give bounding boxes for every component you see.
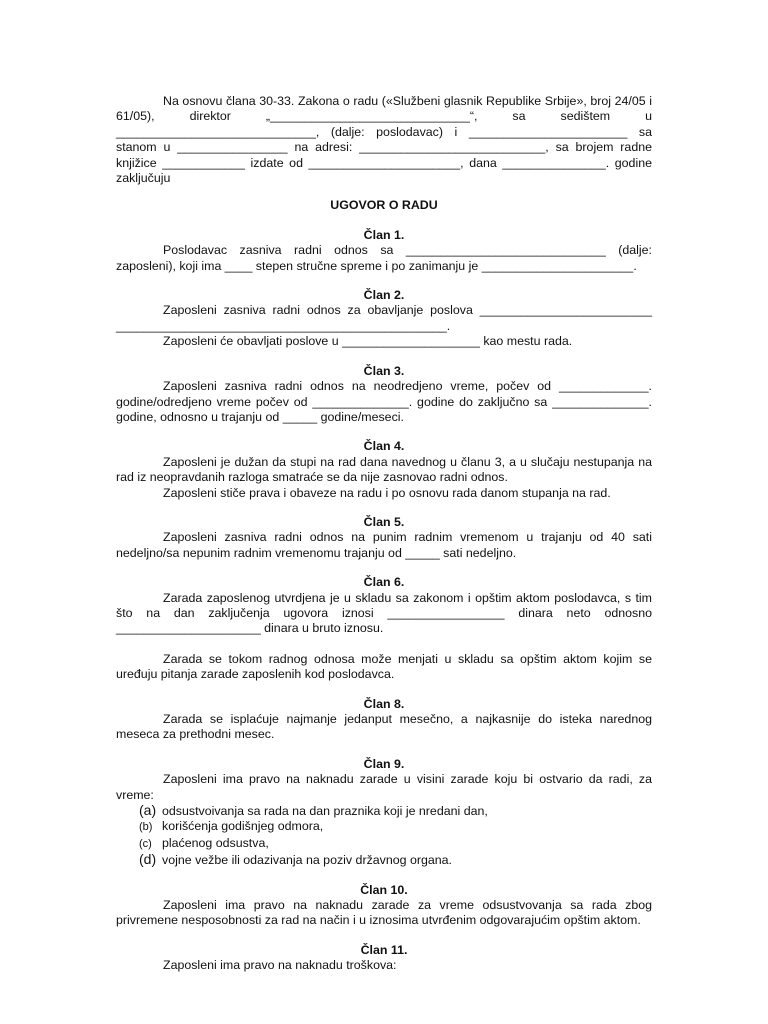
article-heading: Član 11. [360, 942, 408, 957]
article-4 [116, 439, 652, 501]
list-marker: (d) [139, 851, 157, 868]
list-item-text: plaćenog odsustva, [162, 835, 269, 850]
article-heading: Član 9. [363, 756, 405, 771]
article-paragraph: Zaposleni ima pravo na naknadu zarade za vreme odsustvovanja sa rada zbog privremene nesposobnosti za rad na način i u iznosima utvrđenim odgovarajućim opštim aktom. [116, 898, 652, 928]
article-paragraph: Zarada se tokom radnog odnosa može menjati u skladu sa opštim aktom kojim se uređuju pitanja zarade zaposlenih kod poslodavca. [116, 651, 652, 682]
article-1 [116, 228, 652, 274]
article-6 [116, 575, 652, 682]
article-heading: Član 6. [363, 575, 405, 590]
list-item-text: korišćenja godišnjeg odmora, [162, 819, 324, 834]
article-10 [116, 883, 652, 929]
article-paragraph: Zaposleni stiče prava i obaveze na radu i po osnovu rada danom stupanja na rad. [163, 485, 611, 500]
article-paragraph: Zaposleni ima pravo na naknadu zarade u visini zarade koju bi ostvario da radi, za vreme: [116, 772, 652, 802]
document-title: UGOVOR O RADU [330, 198, 438, 213]
list-item-text: odsustvoivanja sa rada na dan praznika koji je nredani dan, [162, 804, 488, 819]
article-paragraph: Zaposleni ima pravo na naknadu troškova: [163, 958, 397, 973]
article-heading: Član 8. [363, 696, 405, 711]
list-item [139, 803, 652, 819]
article-3 [116, 364, 652, 426]
article-heading: Član 1. [363, 227, 405, 242]
article-paragraph: Zaposleni zasniva radni odnos za obavljanje poslova _________________________ ________________________________________________. [116, 303, 652, 333]
article-5 [116, 515, 652, 561]
article-paragraph: Zaposleni je dužan da stupi na rad dana navednog u članu 3, a u slučaju nestupanja na rad iz neopravdanih razloga smatraće se da nije zasnovao radni odnos. [116, 454, 652, 485]
article-paragraph: Poslodavac zasniva radni odnos sa _____________________________ (dalje: zaposleni), koji ima ____ stepen stručne spreme i po zanimanju je ______________________. [116, 243, 652, 273]
list-marker: (b) [139, 821, 153, 834]
article-9 [116, 757, 652, 869]
article-paragraph: Zarada zaposlenog utvrdjena je u skladu sa zakonom i opštim aktom poslodavca, s tim što na dan zaključenja ugovora iznosi _________________ dinara neto odnosno _____________________ dinara u bruto iznosu. [116, 590, 652, 636]
article-11 [116, 943, 652, 974]
entitlement-list [116, 803, 652, 869]
article-heading: Član 5. [363, 514, 405, 529]
article-paragraph: Zaposleni će obavljati poslove u ____________________ kao mestu rada. [163, 334, 573, 349]
article-heading: Član 3. [363, 363, 405, 378]
article-heading: Član 10. [360, 882, 408, 897]
list-item [139, 836, 652, 852]
list-item [139, 852, 652, 868]
list-item-text: vojne vežbe ili odazivanja na poziv državnog organa. [162, 853, 452, 868]
list-item [139, 819, 652, 835]
article-2 [116, 288, 652, 350]
article-heading: Član 4. [363, 439, 405, 454]
preamble-paragraph: Na osnovu člana 30-33. Zakona o radu («Službeni glasnik Republike Srbije», broj 24/05 i 61/05), direktor „_____________________________“, sa sedištem u _____________________________, (dalje: poslodavac) i _______________________ sa stanom u ________________ na adresi: ___________________________, sa brojem radne knjižice ____________ izdate od ______________________, dana _______________. godine zaključuju [116, 94, 652, 186]
list-marker: (a) [139, 802, 157, 819]
article-paragraph: Zaposleni zasniva radni odnos na punim radnim vremenom u trajanju od 40 sati nedeljno/sa nepunim radnim vremenomu trajanju od _____ sati nedeljno. [116, 530, 652, 560]
article-8 [116, 697, 652, 743]
article-paragraph: Zarada se isplaćuje najmanje jedanput mesečno, a najkasnije do isteka narednog meseca za prethodni mesec. [116, 712, 652, 742]
article-paragraph: Zaposleni zasniva radni odnos na neodredjeno vreme, počev od _____________. godine/odredjeno vreme počev od ______________. godine do zaključno sa ______________. godine, odnosno u trajanju od _____ godine/meseci. [116, 379, 652, 424]
list-marker: (c) [139, 837, 152, 850]
article-heading: Član 2. [363, 288, 405, 303]
